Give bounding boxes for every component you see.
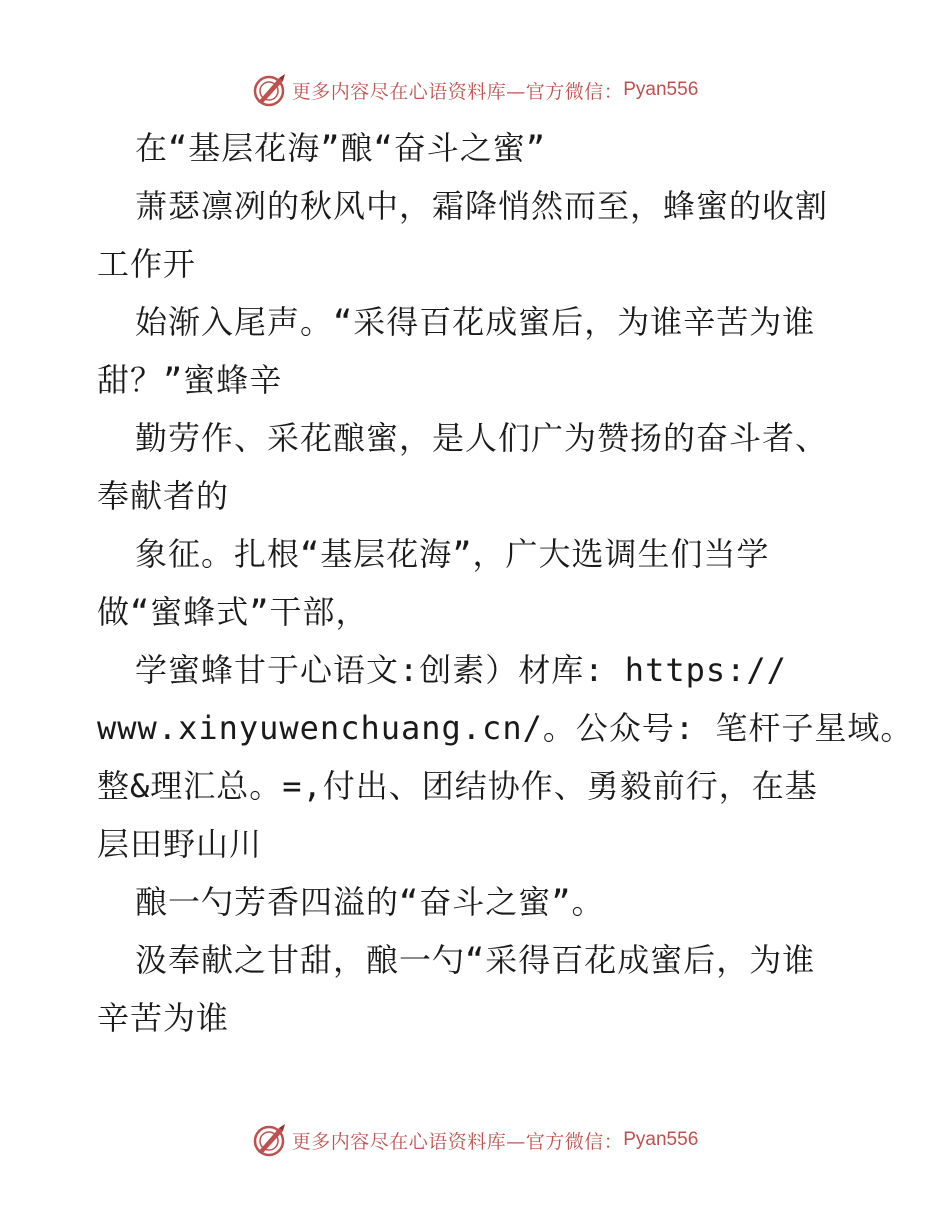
banner-text: 更多内容尽在心语资料库—官方微信： <box>291 1130 624 1153</box>
paragraph-line: 酿一勺芳香四溢的“奋斗之蜜”。 <box>135 883 605 921</box>
banner-text: 更多内容尽在心语资料库—官方微信： <box>291 80 624 103</box>
quill-pen-seal-icon <box>252 1122 288 1158</box>
paragraph-line: 始渐入尾声。“采得百花成蜜后，为谁辛苦为谁 <box>135 303 816 341</box>
paragraph-line: 甜？”蜜蜂辛 <box>97 361 283 399</box>
wechat-id: Pyan556 <box>623 1129 699 1150</box>
paragraph-line: 工作开 <box>97 245 197 283</box>
paragraph-line: 汲奉献之甘甜，酿一勺“采得百花成蜜后，为谁 <box>135 941 816 979</box>
footer-banner <box>0 1120 950 1160</box>
paragraph-line: 象征。扎根“基层花海”，广大选调生们当学 <box>135 535 770 573</box>
document-body <box>97 119 914 1047</box>
paragraph-line: 整&理汇总。=,付出、团结协作、勇毅前行，在基 <box>97 767 818 805</box>
paragraph-line: 奉献者的 <box>97 477 230 515</box>
paragraph-line: www.xinyuwenchuang.cn/。公众号: 笔杆子星域。 <box>97 709 914 747</box>
paragraph-line: 辛苦为谁 <box>97 999 230 1037</box>
paragraph-line: 在“基层花海”酿“奋斗之蜜” <box>135 129 547 167</box>
header-banner <box>0 70 950 110</box>
paragraph-line: 学蜜蜂甘于心语文:创素）材库: https:// <box>135 651 787 689</box>
paragraph-line: 做“蜜蜂式”干部， <box>97 593 369 631</box>
paragraph-line: 层田野山川 <box>97 825 263 863</box>
quill-pen-seal-icon <box>252 72 288 108</box>
wechat-id: Pyan556 <box>623 79 699 100</box>
paragraph-line: 萧瑟凛冽的秋风中，霜降悄然而至，蜂蜜的收割 <box>135 187 829 225</box>
paragraph-line: 勤劳作、采花酿蜜，是人们广为赞扬的奋斗者、 <box>135 419 829 457</box>
